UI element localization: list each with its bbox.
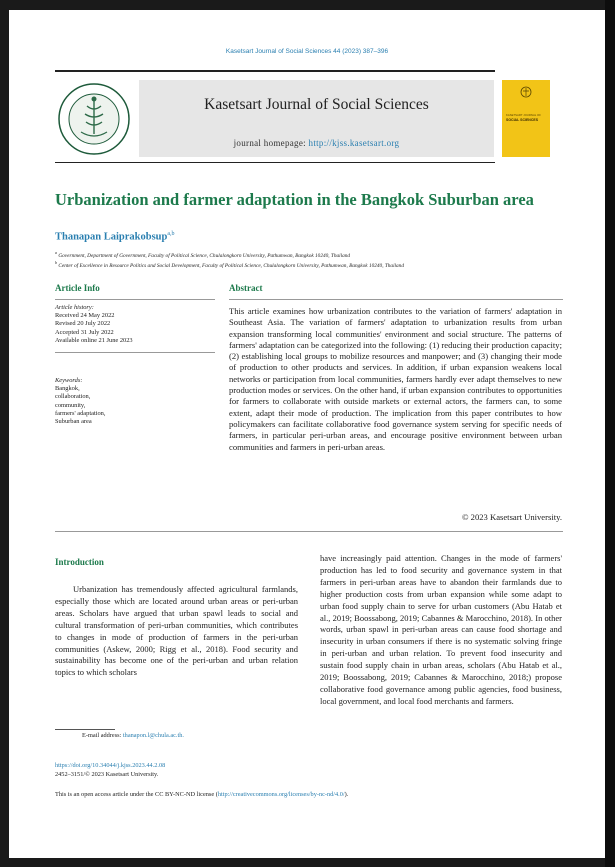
history-received: Received 24 May 2022 bbox=[55, 312, 115, 320]
keyword-item: community, bbox=[55, 401, 86, 409]
author-name-text: Thanapan Laiprakobsup bbox=[55, 231, 168, 243]
introduction-column-1: Urbanization has tremendously affected agricultural farmlands, especially those which are located around urban areas or peri-urban areas. Scholars have argued that urban spawl leads to social and cultural transformation of peri-urban communities, which contributes to changes in mode of production of farmers in the peri-urban communities (Askew, 2000; Rigg et al., 2018). Food security and sustainability has become one of the peri-urban and urban relation topics to which scholars bbox=[55, 584, 298, 678]
affiliation-a bbox=[55, 250, 350, 259]
author-affiliation-marks: a,b bbox=[167, 231, 175, 237]
article-history-label: Article history: bbox=[55, 304, 94, 311]
email-label: E-mail address: bbox=[82, 732, 122, 739]
keywords bbox=[55, 377, 105, 426]
affiliation-mark: a bbox=[55, 250, 57, 255]
footnote-rule bbox=[55, 729, 115, 730]
abstract-heading: Abstract bbox=[229, 283, 263, 293]
abstract-text: This article examines how urbanization contributes to the variation of farmers' adaptation in Southeast Asia. The variation of farmers' adaptation to urbanization results from urban expansion transforming local communities' environment and social structure. The patterns of farmers' adaptation can be categorized into the following: (1) reducing their production capacity; (2) establishing local groups to mobilize resources and manpower; and (3) changing their mode of production to other products and services. In addition, if urban expansion weakens local networks or participation from local communities, farmers hardly ever adapt themselves to new production modes or services. On the other hand, if urban expansion contributes to opportunities for farmers to collaborate with outside markets or external actors, the farmers can, to some extent, adapt their mode of production. The implication from this paper contributes to how policymakers can facilitate collaborative food governance system serving for specific needs of farmers, in particular peri-urban areas, and encourage positive environment between urban communities and farmers in peri-urban areas. bbox=[229, 306, 562, 452]
homepage-label: journal homepage: bbox=[233, 138, 306, 148]
affiliation-text: Government, Department of Government, Faculty of Political Science, Chulalongkorn University, Pathumwan, Bangkok 10240, Thailand bbox=[58, 252, 351, 259]
article-history bbox=[55, 304, 133, 345]
history-revised: Revised 20 July 2022 bbox=[55, 320, 111, 328]
abstract-rule-top bbox=[229, 299, 563, 300]
cover-emblem-icon bbox=[520, 86, 532, 98]
header-bottom-rule bbox=[55, 162, 495, 163]
abstract-rule-bottom bbox=[55, 531, 563, 532]
license-end: ). bbox=[344, 791, 349, 798]
article-info-heading: Article Info bbox=[55, 283, 100, 293]
keywords-label: Keywords: bbox=[55, 377, 83, 384]
abstract-copyright: © 2023 Kasetsart University. bbox=[461, 512, 562, 522]
keyword-item: Bangkok, bbox=[55, 385, 80, 393]
article-title: Urbanization and farmer adaptation in the Bangkok Suburban area bbox=[55, 190, 534, 209]
history-accepted: Accepted 31 July 2022 bbox=[55, 328, 114, 336]
introduction-heading: Introduction bbox=[55, 557, 104, 567]
viewer-frame-edge bbox=[605, 0, 615, 867]
paper-page bbox=[9, 10, 605, 858]
journal-homepage bbox=[139, 138, 494, 148]
cover-line-1: KASETSART JOURNAL OF bbox=[506, 113, 541, 117]
homepage-link[interactable]: http://kjss.kasetsart.org bbox=[308, 138, 400, 148]
journal-name: Kasetsart Journal of Social Sciences bbox=[204, 96, 429, 113]
cover-line-2: SOCIAL SCIENCES bbox=[506, 118, 539, 122]
issn-copyright: 2452–3151/© 2023 Kasetsart University. bbox=[55, 771, 159, 778]
affiliation-text: Center of Excellence in Resource Politics and Social Development, Faculty of Political Science, Chulalongkorn University, Pathumwan, Bangkok 10240, Thailand bbox=[58, 262, 404, 269]
license-link[interactable]: http://creativecommons.org/licenses/by-nc-nd/4.0/ bbox=[217, 791, 345, 798]
journal-cover-thumbnail bbox=[502, 80, 550, 157]
author-name[interactable] bbox=[55, 231, 175, 243]
introduction-column-2: have increasingly paid attention. Changes in the mode of farmers' production has led to food security and governance system in that farmers in peri-urban areas have to abandon their farmlands due to higher production costs from urban expansion while some adapt to urban food supply chain to serve for urban customers (Abu Hatab et al., 2019; Boossabong, 2019; Cabannes & Marocchino, 2018). In other words, urban spawl in peri-urban areas can cause food shortage and insecurity in urban consumers if there is no systematic solving fringe in peri-urban and urban relation. To prevent food insecurity and sustain food supply chain in urban areas, scholars (Abu Hatab et al., 2019; Boossabong, 2019; Cabannes & Marocchino, 2018;) propose collaborative food governance among public agencies, food business, local government, and local food merchants and farmers. bbox=[320, 553, 562, 706]
university-seal-logo bbox=[57, 82, 131, 156]
license-statement bbox=[55, 791, 348, 798]
email-link[interactable]: thanapon.l@chula.ac.th. bbox=[122, 732, 184, 739]
keyword-item: Suburban area bbox=[55, 418, 92, 426]
header-top-rule bbox=[55, 70, 495, 72]
article-info-rule-mid bbox=[55, 352, 215, 353]
journal-reference[interactable]: Kasetsart Journal of Social Sciences 44 (2023) 387–396 bbox=[225, 48, 389, 55]
article-info-rule-top bbox=[55, 299, 215, 300]
doi-link[interactable]: https://doi.org/10.34044/j.kjss.2023.44.2.08 bbox=[55, 762, 166, 769]
keyword-item: farmers' adaptation, bbox=[55, 409, 106, 417]
affiliation-mark: b bbox=[55, 260, 57, 265]
history-online: Available online 21 June 2023 bbox=[55, 336, 133, 344]
license-text: This is an open access article under the CC BY-NC-ND license ( bbox=[55, 791, 218, 798]
affiliation-b bbox=[55, 260, 404, 269]
journal-banner bbox=[139, 80, 494, 157]
keyword-item: collaboration, bbox=[55, 393, 91, 401]
footnote-email bbox=[82, 732, 184, 739]
